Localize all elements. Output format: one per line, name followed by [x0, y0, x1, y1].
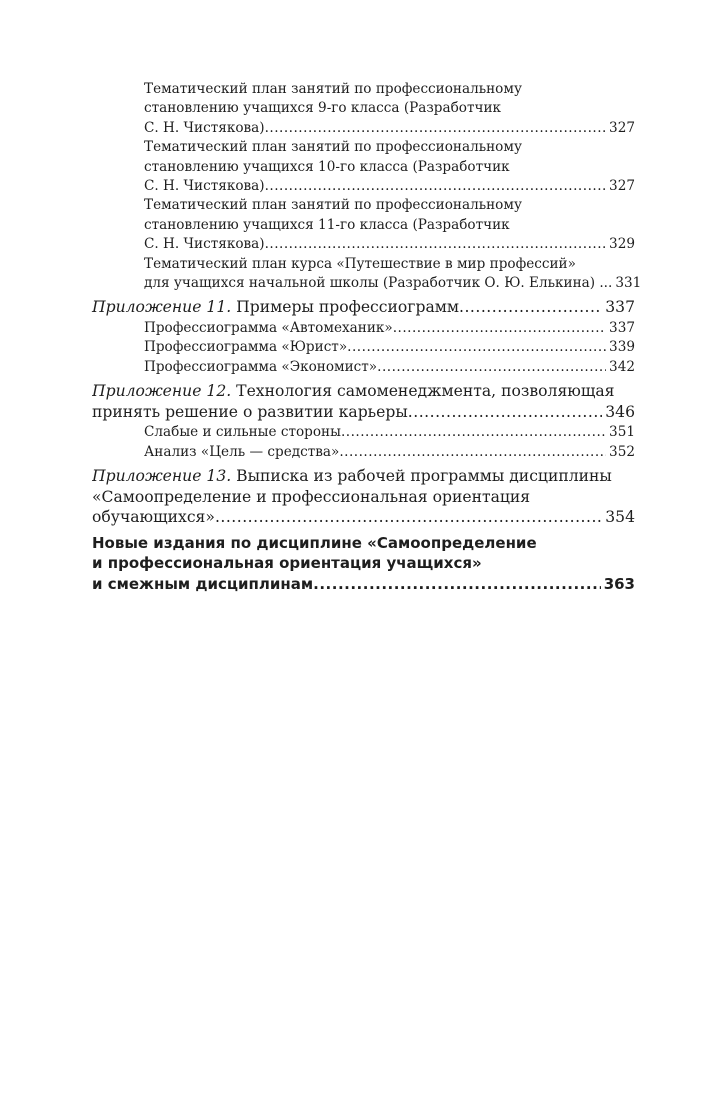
toc-entry — [92, 138, 635, 196]
toc-entry-title: Примеры профессиограмм — [236, 298, 460, 317]
dot-leader — [265, 235, 606, 254]
toc-entry-title: Профессиограмма «Автомеханик» — [144, 319, 393, 336]
toc-entry-title: Профессиограмма «Экономист» — [144, 358, 378, 375]
toc-entry-line: становлению учащихся 10-го класса (Разработчик — [144, 158, 510, 175]
toc-page-number: 337 — [609, 319, 635, 336]
toc-entry — [92, 443, 635, 462]
toc-bold-entry — [92, 533, 635, 595]
toc-page-number: 351 — [609, 424, 635, 441]
toc-entry-line: становлению учащихся 9-го класса (Разработчик — [144, 100, 502, 117]
toc-page-number: 342 — [609, 358, 635, 375]
toc-page-number: 363 — [603, 574, 635, 593]
dot-leader — [408, 402, 602, 423]
toc-entry-title: Слабые и сильные стороны — [144, 424, 341, 441]
dot-leader — [215, 507, 602, 528]
table-of-contents — [92, 80, 642, 594]
toc-entry — [92, 338, 635, 357]
toc-entry-title: и смежным дисциплинам — [92, 574, 314, 593]
toc-entry — [92, 196, 635, 254]
toc-entry-title: обучающихся» — [92, 508, 215, 526]
dot-leader — [393, 319, 606, 338]
toc-page-number: 337 — [605, 298, 635, 317]
toc-entry — [92, 358, 635, 377]
toc-entry-title: Анализ «Цель — средства» — [144, 443, 340, 460]
toc-entry-line: «Самоопределение и профессиональная ориентация — [92, 487, 531, 506]
appendix-label: Приложение 12. — [92, 382, 232, 401]
toc-page-number: 327 — [609, 178, 635, 195]
toc-appendix-entry — [92, 297, 635, 318]
toc-page-number: 327 — [609, 119, 635, 136]
toc-appendix-entry — [92, 381, 635, 422]
toc-page-number: 352 — [609, 443, 635, 460]
toc-entry-title: Профессиограмма «Юрист» — [144, 339, 348, 356]
toc-entry — [92, 423, 635, 442]
appendix-label: Приложение 11. — [92, 298, 232, 317]
toc-entry-title: С. Н. Чистякова) — [144, 119, 265, 136]
toc-entry-title: С. Н. Чистякова) — [144, 178, 265, 195]
toc-page-number: 339 — [609, 339, 635, 356]
toc-entry-line: становлению учащихся 11-го класса (Разработчик — [144, 216, 510, 233]
toc-entry — [92, 319, 635, 338]
toc-page-number: 329 — [609, 236, 635, 253]
toc-entry-line: Новые издания по дисциплине «Самоопределение — [92, 533, 537, 552]
toc-page-number: 331 — [615, 275, 642, 292]
appendix-label: Приложение 13. — [92, 467, 232, 485]
toc-entry-title: С. Н. Чистякова) — [144, 236, 265, 253]
toc-appendix-entry — [92, 466, 635, 528]
dot-leader — [265, 177, 606, 196]
toc-entry-line: Тематический план занятий по профессиональному — [144, 81, 522, 97]
toc-entry-line: Выписка из рабочей программы дисциплины — [236, 467, 612, 485]
toc-entry-line: Тематический план занятий по профессиональному — [144, 139, 522, 156]
toc-entry — [92, 255, 642, 294]
toc-entry-title: для учащихся начальной школы (Разработчик О. Ю. Елькина) ... — [144, 275, 613, 292]
toc-entry-line: и профессиональная ориентация учащихся» — [92, 554, 482, 572]
dot-leader — [377, 358, 606, 377]
toc-entry-line: Тематический план курса «Путешествие в мир профессий» — [144, 255, 576, 272]
dot-leader — [347, 338, 606, 357]
toc-entry — [92, 80, 635, 138]
toc-entry-line: Тематический план занятий по профессиональному — [144, 197, 522, 214]
dot-leader — [459, 297, 602, 318]
dot-leader — [339, 443, 606, 462]
toc-page-number: 346 — [605, 402, 635, 421]
dot-leader — [313, 574, 601, 595]
toc-entry-line: Технология самоменеджмента, позволяющая — [236, 382, 615, 401]
toc-entry-title: принять решение о развитии карьеры — [92, 402, 408, 421]
dot-leader — [265, 119, 606, 138]
toc-page-number: 354 — [605, 508, 635, 526]
dot-leader — [341, 423, 606, 442]
